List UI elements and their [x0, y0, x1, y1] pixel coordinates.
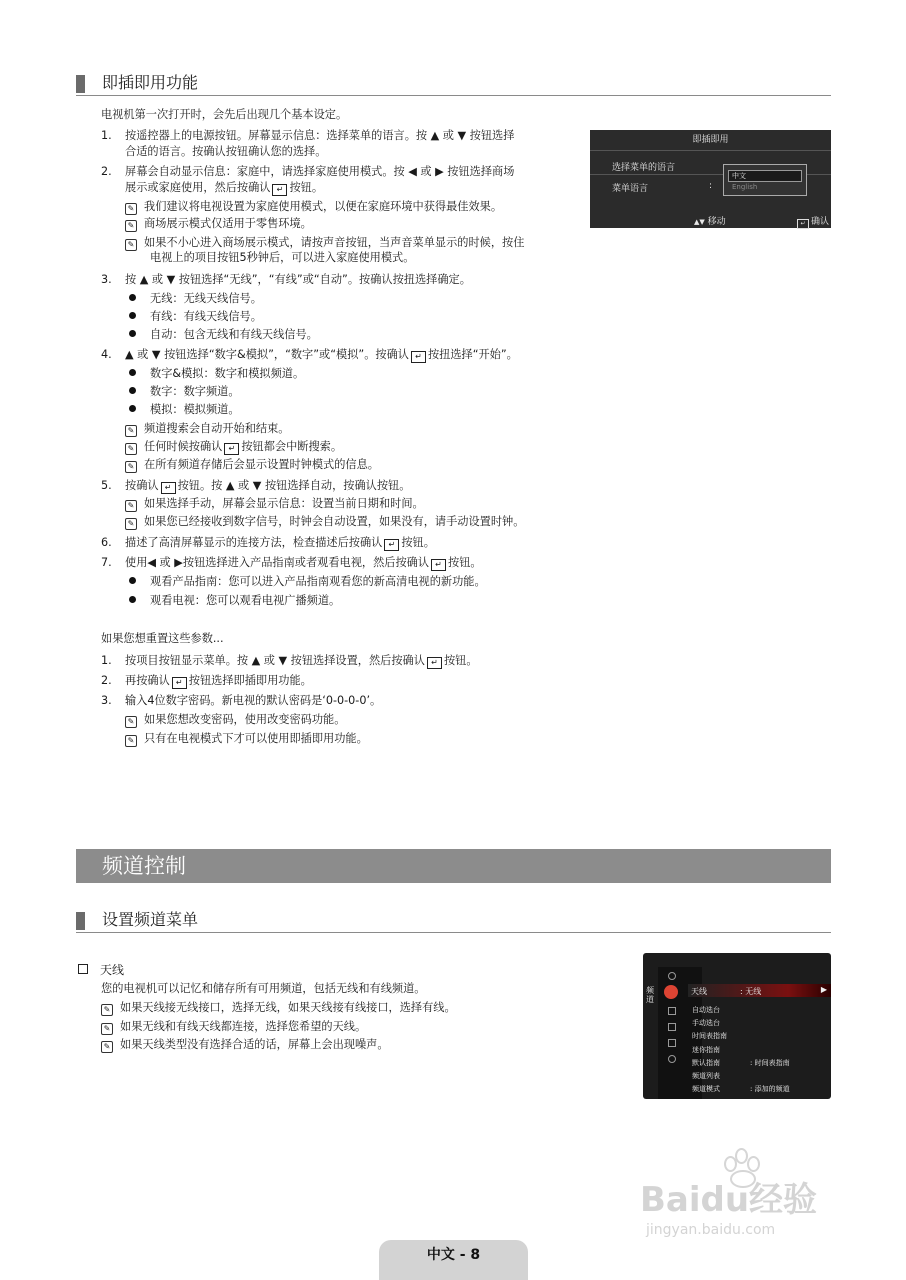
application-icon[interactable] [668, 1039, 676, 1047]
menu-item-default-guide[interactable]: 默认指南 [692, 1059, 720, 1067]
antenna-heading: 天线 [78, 961, 124, 979]
plug-and-play-screen [590, 130, 831, 228]
language-option-selected[interactable]: 中文 [728, 170, 802, 182]
language-option[interactable]: English [732, 183, 758, 191]
note-icon: ✎ [125, 203, 137, 215]
enter-key-icon: ↵ [172, 677, 187, 689]
menu-item-auto-tune[interactable]: 自动选台 [692, 1006, 720, 1014]
step-1: 1. 按遥控器上的电源按钮。屏幕显示信息：选择菜单的语言。按 ▲ 或 ▼ 按钮选择 [101, 129, 515, 142]
channel-menu-screen [643, 953, 831, 1099]
input-icon[interactable] [668, 1023, 676, 1031]
checkbox-icon [78, 964, 88, 974]
note: ✎ 如果不小心进入商场展示模式，请按声音按钮，当声音菜单显示的时候，按住 [125, 234, 524, 252]
note-icon: ✎ [101, 1023, 113, 1035]
screen-row-label: 选择菜单的语言 [612, 163, 676, 173]
note: ✎ 任何时候按确认 ↵ 按钮都会中断搜索。 [125, 438, 342, 456]
menu-item-value: : 添加的频道 [750, 1085, 790, 1093]
chapter-title: 频道控制 [102, 854, 186, 878]
reset-intro: 如果您想重置这些参数... [101, 632, 224, 645]
note-icon: ✎ [125, 500, 137, 512]
bullet-icon [129, 387, 136, 394]
note: ✎ 在所有频道存储后会显示设置时钟模式的信息。 [125, 456, 379, 474]
note-cont: 电视上的项目按钮5秒钟后，可以进入家庭使用模式。 [150, 251, 415, 264]
enter-key-icon: ↵ [161, 482, 176, 494]
note-icon: ✎ [125, 461, 137, 473]
reset-step-2: 2. 再按确认 ↵ 按钮选择即插即用功能。 [101, 674, 312, 687]
enter-key-icon: ↵ [797, 219, 809, 229]
note: ✎ 如果天线类型没有选择合适的话，屏幕上会出现噪声。 [101, 1036, 389, 1054]
step-6: 6. 描述了高清屏幕显示的连接方法，检查描述后按确认 ↵ 按钮。 [101, 536, 435, 549]
updown-arrow-icon: ▲▼ [694, 218, 705, 226]
ok-hint: ↵ 确认 [795, 214, 829, 229]
antenna-desc: 您的电视机可以记忆和储存所有可用频道，包括无线和有线频道。 [101, 982, 426, 995]
menu-item-label: 天线 [691, 987, 707, 996]
enter-key-icon: ↵ [384, 539, 399, 551]
step-3: 3. 按 ▲ 或 ▼ 按钮选择“无线”，“有线”或“自动”。按确认按扭选择确定。 [101, 273, 471, 286]
language-dropdown[interactable] [723, 164, 807, 196]
list-item: 有线：有线天线信号。 [129, 308, 262, 326]
enter-key-icon: ↵ [411, 351, 426, 363]
bullet-icon [129, 330, 136, 337]
menu-item-manual-tune[interactable]: 手动选台 [692, 1019, 720, 1027]
note: ✎ 如果选择手动，屏幕会显示信息：设置当前日期和时间。 [125, 495, 424, 513]
list-item: 观看电视：您可以观看电视广播频道。 [129, 592, 340, 610]
reset-step-1: 1. 按项目按钮显示菜单。按 ▲ 或 ▼ 按钮选择设置，然后按确认 ↵ 按钮。 [101, 654, 478, 667]
enter-key-icon: ↵ [431, 559, 446, 571]
setup-icon[interactable] [668, 1007, 676, 1015]
channel-icon[interactable] [664, 985, 678, 999]
list-item: 观看产品指南：您可以进入产品指南观看您的新高清电视的新功能。 [129, 573, 486, 591]
list-item: 模拟：模拟频道。 [129, 401, 240, 419]
bullet-icon [129, 405, 136, 412]
note: ✎ 如果您想改变密码，使用改变密码功能。 [125, 711, 345, 729]
bullet-icon [129, 312, 136, 319]
baidu-watermark [640, 1140, 880, 1250]
picture-icon[interactable] [668, 972, 676, 980]
step-5: 5. 按确认 ↵ 按钮。按 ▲ 或 ▼ 按钮选择自动，按确认按钮。 [101, 479, 411, 492]
bullet-icon [129, 596, 136, 603]
note-icon: ✎ [125, 239, 137, 251]
sidebar [643, 953, 657, 1099]
menu-item-channel-list[interactable]: 频道列表 [692, 1072, 720, 1080]
move-hint: ▲▼ 移动 [694, 217, 726, 227]
note: ✎ 商场展示模式仅适用于零售环境。 [125, 215, 312, 233]
bullet-icon [129, 369, 136, 376]
support-icon[interactable] [668, 1055, 676, 1063]
note-icon: ✎ [101, 1004, 113, 1016]
watermark-logo-text: Baidu经验 [640, 1180, 818, 1220]
enter-key-icon: ↵ [427, 657, 442, 669]
list-item: 数字：数字频道。 [129, 383, 240, 401]
screen-title: 即插即用 [590, 130, 831, 151]
colon: : [709, 181, 713, 191]
note: ✎ 如果无线和有线天线都连接，选择您希望的天线。 [101, 1018, 366, 1036]
menu-item-value: : 时间表指南 [750, 1059, 790, 1067]
note-icon: ✎ [125, 425, 137, 437]
section-heading [76, 73, 831, 96]
step-7: 7. 使用◀ 或 ▶按钮选择进入产品指南或者观看电视，然后按确认 ↵ 按钮。 [101, 556, 482, 569]
section-title: 设置频道菜单 [102, 910, 199, 929]
note-icon: ✎ [125, 220, 137, 232]
list-item: 自动：包含无线和有线天线信号。 [129, 326, 318, 344]
note: ✎ 我们建议将电视设置为家庭使用模式，以便在家庭环境中获得最佳效果。 [125, 198, 502, 216]
note: ✎ 如果天线接无线接口，选择无线，如果天线接有线接口，选择有线。 [101, 999, 456, 1017]
list-item: 无线：无线天线信号。 [129, 290, 262, 308]
intro-text: 电视机第一次打开时，会先后出现几个基本设定。 [101, 108, 348, 121]
chapter-banner [76, 849, 831, 883]
arrow-right-icon: ▶ [820, 985, 827, 994]
enter-key-icon: ↵ [272, 184, 287, 196]
note: ✎ 只有在电视模式下才可以使用即插即用功能。 [125, 730, 368, 748]
bullet-icon [129, 294, 136, 301]
note: ✎ 如果您已经接收到数字信号，时钟会自动设置，如果没有，请手动设置时钟。 [125, 513, 524, 531]
step-1-cont: 合适的语言。按确认按钮确认您的选择。 [125, 145, 327, 158]
note-icon: ✎ [125, 735, 137, 747]
section-title: 即插即用功能 [102, 73, 199, 92]
section-heading [76, 910, 831, 933]
menu-item-mini-guide[interactable]: 迷你指南 [692, 1046, 720, 1054]
heading-bar [76, 912, 85, 930]
note-icon: ✎ [125, 518, 137, 530]
step-4: 4. ▲ 或 ▼ 按钮选择“数字&模拟”，“数字”或“模拟”。按确认 ↵ 按扭选择“开始”。 [101, 348, 518, 361]
page-number: 中文 - 8 [426, 1247, 481, 1263]
menu-item-antenna[interactable] [688, 984, 831, 997]
reset-step-3: 3. 输入4位数字密码。新电视的默认密码是‘0-0-0-0’。 [101, 694, 382, 707]
watermark-url: jingyan.baidu.com [646, 1222, 776, 1238]
list-item: 数字&模拟：数字和模拟频道。 [129, 365, 304, 383]
bullet-icon [129, 577, 136, 584]
note: ✎ 频道搜索会自动开始和结束。 [125, 420, 289, 438]
note-icon: ✎ [125, 443, 137, 455]
menu-item-schedule-guide[interactable]: 时间表指南 [692, 1032, 727, 1040]
menu-item-value: : 无线 [740, 987, 762, 996]
note-icon: ✎ [101, 1041, 113, 1053]
step-2-cont: 展示或家庭使用，然后按确认 ↵ 按钮。 [125, 181, 324, 194]
enter-key-icon: ↵ [224, 443, 239, 455]
step-2: 2. 屏幕会自动显示信息：家庭中，请选择家庭使用模式。按 ◀ 或 ▶ 按钮选择商场 [101, 165, 515, 178]
sidebar-label: 频道 [646, 986, 654, 1004]
heading-bar [76, 75, 85, 93]
page-footer [379, 1240, 528, 1280]
screen-row-label: 菜单语言 [612, 184, 649, 194]
menu-item-channel-mode[interactable]: 频道模式 [692, 1085, 720, 1093]
note-icon: ✎ [125, 716, 137, 728]
